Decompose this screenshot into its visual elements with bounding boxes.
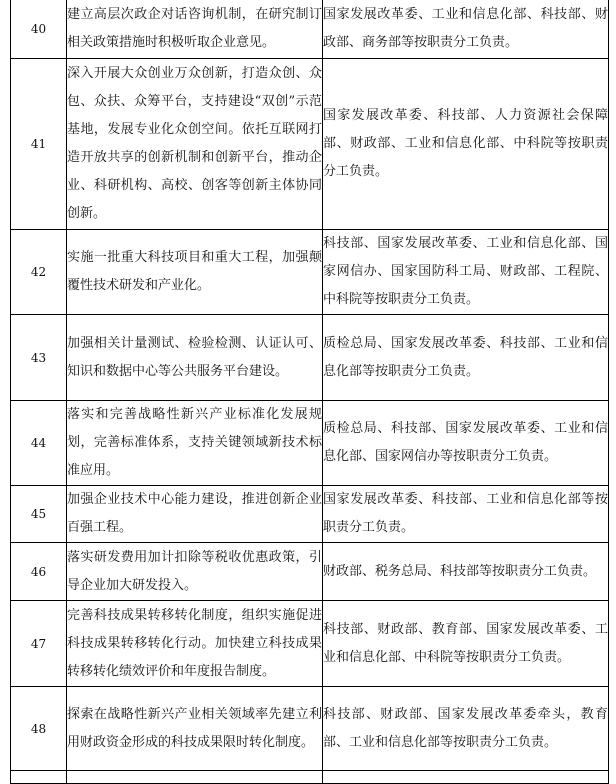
task-table bbox=[10, 0, 609, 784]
table-row bbox=[11, 601, 609, 687]
measure-cell: 实施一批重大科技项目和重大工程，加强颠覆性技术研发和产业化。 bbox=[67, 230, 323, 315]
measure-cell: 落实研发费用加计扣除等税收优惠政策，引导企业加大研发投入。 bbox=[67, 543, 323, 601]
row-number: 44 bbox=[11, 401, 67, 486]
measure-cell: 落实和完善战略性新兴产业标准化发展规划，完善标准体系，支持关键领域新技术标准应用。 bbox=[67, 401, 323, 486]
department-cell: 国家发展改革委、科技部、工业和信息化部等按职责分工负责。 bbox=[323, 486, 609, 543]
table-row bbox=[11, 59, 609, 230]
measure-cell: 加强相关计量测试、检验检测、认证认可、知识和数据中心等公共服务平台建设。 bbox=[67, 315, 323, 401]
row-number: 48 bbox=[11, 687, 67, 771]
table-row bbox=[11, 230, 609, 315]
department-cell: 财政部、税务总局、科技部等按职责分工负责。 bbox=[323, 543, 609, 601]
measure-cell: 完善科技成果转移转化制度，组织实施促进科技成果转移转化行动。加快建立科技成果转移转化绩效评价和年度报告制度。 bbox=[67, 601, 323, 687]
measure-cell-partial bbox=[67, 771, 323, 784]
row-number: 41 bbox=[11, 59, 67, 230]
row-number: 47 bbox=[11, 601, 67, 687]
table-row-partial bbox=[11, 771, 609, 784]
row-number: 40 bbox=[11, 0, 67, 59]
department-cell-partial bbox=[323, 771, 609, 784]
row-number-partial bbox=[11, 771, 67, 784]
table-row bbox=[11, 315, 609, 401]
table-row bbox=[11, 401, 609, 486]
table-row bbox=[11, 543, 609, 601]
measure-cell: 建立高层次政企对话咨询机制，在研究制订相关政策措施时积极听取企业意见。 bbox=[67, 0, 323, 59]
row-number: 42 bbox=[11, 230, 67, 315]
row-number: 46 bbox=[11, 543, 67, 601]
table-row bbox=[11, 687, 609, 771]
measure-cell: 探索在战略性新兴产业相关领域率先建立利用财政资金形成的科技成果限时转化制度。 bbox=[67, 687, 323, 771]
measure-cell: 加强企业技术中心能力建设，推进创新企业百强工程。 bbox=[67, 486, 323, 543]
measure-cell: 深入开展大众创业万众创新，打造众创、众包、众扶、众筹平台，支持建设“双创”示范基地，发展专业化众创空间。依托互联网打造开放共享的创新机制和创新平台，推动企业、科研机构、高校、创客等创新主体协同创新。 bbox=[67, 59, 323, 230]
department-cell: 科技部、财政部、国家发展改革委牵头，教育部、工业和信息化部等按职责分工负责。 bbox=[323, 687, 609, 771]
department-cell: 质检总局、国家发展改革委、科技部、工业和信息化部等按职责分工负责。 bbox=[323, 315, 609, 401]
table-row bbox=[11, 486, 609, 543]
row-number: 45 bbox=[11, 486, 67, 543]
table-row bbox=[11, 0, 609, 59]
row-number: 43 bbox=[11, 315, 67, 401]
department-cell: 科技部、财政部、教育部、国家发展改革委、工业和信息化部、中科院等按职责分工负责。 bbox=[323, 601, 609, 687]
department-cell: 国家发展改革委、科技部、人力资源社会保障部、财政部、工业和信息化部、中科院等按职责分工负责。 bbox=[323, 59, 609, 230]
department-cell: 质检总局、科技部、国家发展改革委、工业和信息化部、国家网信办等按职责分工负责。 bbox=[323, 401, 609, 486]
department-cell: 科技部、国家发展改革委、工业和信息化部、国家网信办、国家国防科工局、财政部、工程院、中科院等按职责分工负责。 bbox=[323, 230, 609, 315]
department-cell: 国家发展改革委、工业和信息化部、科技部、财政部、商务部等按职责分工负责。 bbox=[323, 0, 609, 59]
